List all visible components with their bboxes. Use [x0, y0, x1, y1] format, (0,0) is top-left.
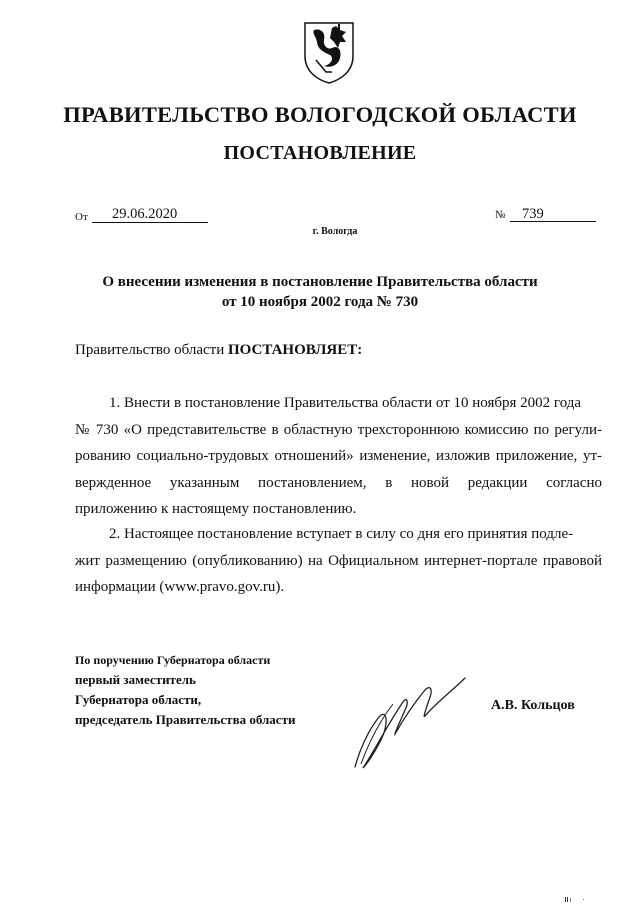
handwritten-signature-icon [345, 672, 470, 772]
paragraph-line: жит размещению (опубликованию) на Официальном интернет-портале правовой [75, 552, 602, 569]
signatory-position [75, 650, 295, 730]
paragraph-line: вержденное указанным постановлением, в новой редакции согласно [75, 474, 602, 491]
date-prefix: От [75, 211, 88, 223]
paragraph-2 [75, 521, 602, 601]
paragraph-line: № 730 «О представительстве в областную трехстороннюю комиссию по регули- [75, 421, 602, 438]
paragraph-line: рованию социально-трудовых отношений» изменение, изложив приложение, ут- [75, 448, 602, 464]
signatory-line: первый заместитель [75, 672, 196, 687]
resolves-keyword: ПОСТАНОВЛЯЕТ: [227, 342, 363, 358]
signatory-line: председатель Правительства области [75, 712, 296, 727]
subject-line: О внесении изменения в постановление Правительства области [102, 274, 538, 290]
paragraph-line: 1. Внести в постановление Правительства области от 10 ноября 2002 года [109, 395, 582, 411]
paragraph-line: 2. Настоящее постановление вступает в силу со дня его принятия подле- [109, 526, 574, 542]
signatory-line: По поручению Губернатора области [75, 653, 271, 667]
number-underline [510, 221, 596, 222]
scan-mark [565, 896, 589, 902]
signatory-line: Губернатора области, [75, 692, 202, 707]
vologda-coat-of-arms-icon [302, 20, 356, 84]
government-title: ПРАВИТЕЛЬСТВО ВОЛОГОДСКОЙ ОБЛАСТИ [63, 102, 577, 127]
document-number: 739 [522, 206, 544, 222]
paragraph-1 [75, 390, 602, 523]
document-date: 29.06.2020 [112, 206, 178, 222]
document-subject [100, 272, 540, 312]
resolves-prefix: Правительство области [75, 342, 225, 358]
subject-line: от 10 ноября 2002 года № 730 [221, 294, 419, 310]
document-type-title: ПОСТАНОВЛЕНИЕ [223, 142, 417, 164]
date-underline [92, 222, 208, 223]
number-prefix: № [495, 209, 506, 221]
signer-name: А.В. Кольцов [491, 698, 575, 713]
paragraph-line: приложению к настоящему постановлению. [75, 501, 357, 517]
paragraph-line: информации (www.pravo.gov.ru). [75, 579, 285, 595]
issue-place: г. Вологда [312, 226, 358, 237]
resolves-line [75, 342, 362, 359]
